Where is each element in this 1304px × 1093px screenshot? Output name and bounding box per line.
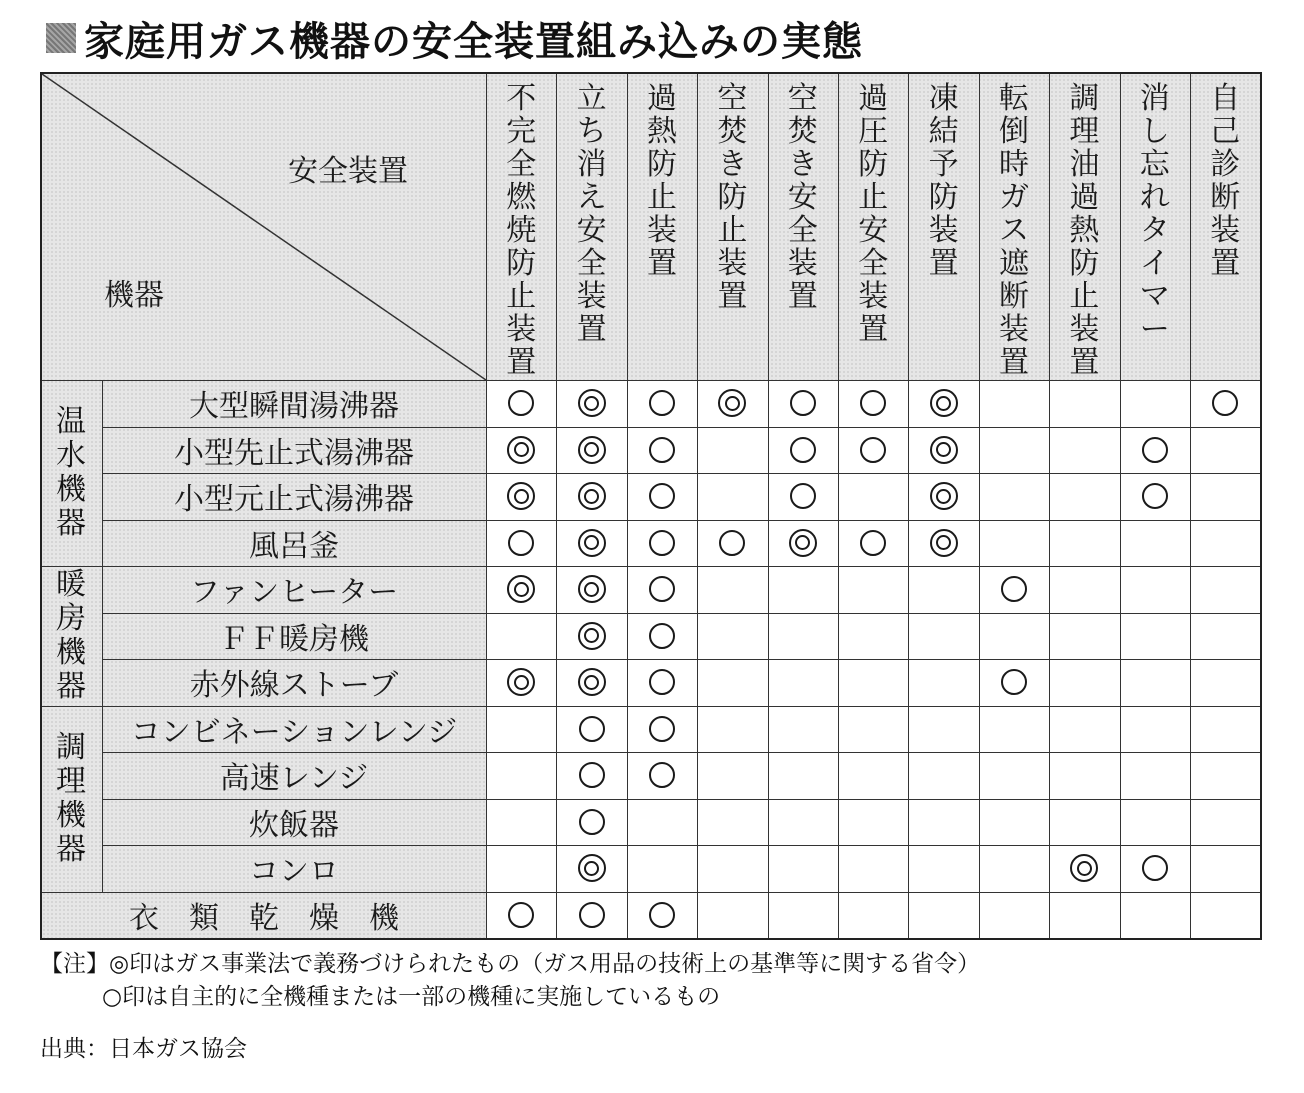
circle-icon [579, 716, 605, 742]
row-label: 風呂釜 [249, 528, 339, 564]
group-divider [102, 380, 103, 566]
double-circle-mark [486, 427, 556, 474]
column-header-char: 防 [928, 180, 959, 215]
column-header-char: 立 [576, 81, 607, 116]
circle-mark [838, 427, 908, 474]
circle-icon [579, 902, 605, 928]
circle-icon [719, 530, 745, 556]
column-header-char: 防 [1069, 246, 1100, 281]
group-label-char: 房 [56, 600, 86, 636]
row-label: 高速レンジ [219, 761, 369, 797]
column-header-char: 完 [506, 114, 537, 149]
double-circle-mark [908, 427, 978, 474]
double-circle-mark [768, 520, 838, 567]
circle-mark [627, 427, 697, 474]
group-divider [102, 706, 103, 892]
group-label [42, 566, 100, 706]
column-header-char: 凍 [928, 81, 959, 116]
column-header-char: え [576, 180, 607, 215]
double-circle-mark [556, 427, 626, 474]
column-header-7 [927, 82, 961, 280]
group-divider [102, 566, 103, 706]
notes [40, 948, 980, 1014]
column-header-10 [1138, 82, 1172, 346]
column-header-char: マ [1139, 279, 1170, 314]
column-header-char: 置 [858, 312, 889, 347]
circle-icon [860, 390, 886, 416]
column-header-char: イ [1139, 246, 1170, 281]
group-label-char: 器 [56, 831, 86, 867]
column-header-char: 止 [717, 213, 748, 248]
column-header-char: 置 [647, 246, 677, 281]
double-circle-icon [578, 622, 606, 650]
column-header-char: 焚 [787, 114, 818, 149]
double-circle-icon [930, 529, 958, 557]
circle-icon [649, 623, 675, 649]
column-header-8 [997, 82, 1031, 379]
title-square-icon [46, 23, 76, 53]
group-label-char: 水 [56, 438, 86, 473]
column-header-char: 置 [928, 246, 959, 281]
group-label-char: 機 [56, 634, 86, 670]
circle-mark [556, 799, 626, 846]
column-header-char: 全 [506, 147, 537, 182]
circle-mark [768, 473, 838, 520]
column-header-char: 全 [787, 213, 818, 248]
group-label [42, 706, 100, 892]
column-header-char: れ [1139, 180, 1170, 215]
header-diagonal [42, 74, 486, 380]
note-1: 【注】◎印はガス事業法で義務づけられたもの（ガス用品の技術上の基準等に関する省令） [40, 951, 981, 977]
column-header-char: 安 [858, 213, 889, 248]
column-header-char: 過 [858, 81, 889, 116]
column-header-char: 安 [787, 180, 818, 215]
circle-mark [1120, 473, 1190, 520]
double-circle-icon [578, 389, 606, 417]
row-label: ＦＦ暖房機 [219, 621, 369, 657]
circle-mark [1120, 427, 1190, 474]
column-header-char: 過 [1069, 180, 1100, 215]
column-header-char: タ [1139, 213, 1170, 248]
circle-mark [1190, 380, 1260, 427]
circle-mark [627, 659, 697, 706]
column-header-4 [715, 82, 749, 313]
double-circle-icon [578, 668, 606, 696]
circle-icon [790, 437, 816, 463]
double-circle-mark [556, 659, 626, 706]
double-circle-icon [930, 389, 958, 417]
circle-mark [486, 892, 556, 939]
column-header-char: 置 [1210, 246, 1241, 281]
column-divider [838, 74, 839, 938]
circle-icon [1142, 855, 1168, 881]
circle-mark [1120, 845, 1190, 892]
group-label [42, 380, 100, 566]
double-circle-icon [1070, 854, 1098, 882]
column-header-char: き [717, 147, 748, 182]
circle-icon [649, 437, 675, 463]
circle-icon [508, 530, 534, 556]
row-label: 小型元止式湯沸器 [174, 482, 414, 518]
column-header-9 [1067, 82, 1101, 379]
safety-devices-header-label: 安全装置 [288, 154, 408, 189]
circle-mark [697, 520, 767, 567]
column-header-char: 置 [787, 279, 818, 314]
column-header-char: 安 [576, 213, 607, 248]
circle-icon [649, 762, 675, 788]
circle-mark [556, 706, 626, 753]
circle-icon [1142, 483, 1168, 509]
column-header-char: 止 [506, 279, 537, 314]
double-circle-icon [930, 436, 958, 464]
page-title [46, 8, 863, 68]
column-divider [1049, 74, 1050, 938]
column-header-char: ス [999, 213, 1029, 248]
column-header-char: 熱 [1069, 213, 1100, 248]
column-header-char: 焼 [506, 213, 537, 248]
column-header-char: 断 [1210, 180, 1241, 215]
column-header-5 [786, 82, 820, 313]
group-label-char: 機 [56, 797, 86, 833]
column-header-char: 装 [858, 279, 889, 314]
double-circle-mark [697, 380, 767, 427]
column-header-char: 焚 [717, 114, 748, 149]
circle-mark [768, 427, 838, 474]
circle-icon [1001, 669, 1027, 695]
circle-icon [649, 483, 675, 509]
circle-icon [649, 576, 675, 602]
double-circle-icon [507, 436, 535, 464]
column-header-char: 診 [1210, 147, 1241, 182]
column-header-3 [645, 82, 679, 280]
double-circle-mark [1049, 845, 1119, 892]
circle-icon [579, 809, 605, 835]
circle-icon [649, 390, 675, 416]
double-circle-icon [930, 482, 958, 510]
circle-mark [979, 566, 1049, 613]
column-header-char: し [1139, 114, 1170, 149]
double-circle-icon [718, 389, 746, 417]
circle-mark [627, 520, 697, 567]
column-header-char: 置 [506, 345, 537, 380]
circle-icon [860, 437, 886, 463]
double-circle-icon [507, 575, 535, 603]
double-circle-mark [486, 659, 556, 706]
column-header-char: 装 [506, 312, 537, 347]
column-header-char: ち [576, 114, 607, 149]
circle-icon [649, 902, 675, 928]
double-circle-mark [908, 520, 978, 567]
row-label: 赤外線ストーブ [189, 668, 399, 704]
circle-icon [649, 716, 675, 742]
note-2: ○印は自主的に全機種または一部の機種に実施しているもの [102, 984, 721, 1010]
circle-icon [508, 390, 534, 416]
row-label: コンビネーションレンジ [130, 714, 458, 750]
column-header-char: 自 [1210, 81, 1241, 116]
circle-mark [768, 380, 838, 427]
page-title-text: 家庭用ガス機器の安全装置組み込みの実態 [84, 18, 863, 65]
double-circle-icon [578, 575, 606, 603]
column-header-char: 置 [717, 279, 748, 314]
circle-icon [1212, 390, 1238, 416]
column-divider [1190, 74, 1191, 938]
column-header-char: 防 [858, 147, 889, 182]
double-circle-mark [556, 845, 626, 892]
diagonal-line [42, 74, 486, 380]
column-header-char: 装 [928, 213, 959, 248]
circle-mark [627, 566, 697, 613]
column-header-char: 油 [1069, 147, 1100, 182]
circle-icon [790, 390, 816, 416]
circle-mark [627, 706, 697, 753]
column-header-char: 熱 [647, 114, 677, 149]
column-header-char: 時 [999, 147, 1029, 182]
column-header-char: 過 [647, 81, 677, 116]
column-header-char: 置 [576, 312, 607, 347]
column-divider [979, 74, 980, 938]
double-circle-mark [556, 613, 626, 660]
double-circle-icon [578, 482, 606, 510]
column-header-char: 消 [1139, 81, 1170, 116]
row-label: 小型先止式湯沸器 [174, 435, 414, 471]
row-label: ファンヒーター [189, 575, 399, 611]
group-label-char: 暖 [56, 566, 86, 602]
column-header-char: 装 [717, 246, 748, 281]
row-label: 大型瞬間湯沸器 [189, 389, 399, 425]
column-divider [697, 74, 698, 938]
column-header-char: 倒 [999, 114, 1029, 149]
source-credit: 出典：日本ガス協会 [40, 1036, 247, 1062]
column-header-char: 止 [858, 180, 889, 215]
column-header-char: 全 [576, 246, 607, 281]
column-header-char: 防 [506, 246, 537, 281]
column-header-char: 調 [1069, 81, 1100, 116]
column-header-char: 不 [506, 81, 537, 116]
circle-icon [1142, 437, 1168, 463]
column-header-char: 遮 [999, 246, 1029, 281]
column-header-char: ガ [999, 180, 1029, 215]
column-header-char: 止 [1069, 279, 1100, 314]
column-header-char: き [787, 147, 818, 182]
column-header-11 [1208, 82, 1242, 280]
double-circle-mark [486, 473, 556, 520]
circle-icon [579, 762, 605, 788]
column-header-char: 断 [999, 279, 1029, 314]
circle-icon [649, 530, 675, 556]
group-label-char: 器 [56, 668, 86, 704]
column-header-char: 燃 [506, 180, 537, 215]
circle-mark [627, 380, 697, 427]
column-header-char: 忘 [1139, 147, 1170, 182]
column-header-char: 防 [717, 180, 748, 215]
column-header-char: 装 [999, 312, 1029, 347]
column-header-char: 置 [999, 345, 1029, 380]
row-label: コンロ [249, 854, 339, 890]
row-label: 衣 類 乾 燥 機 [129, 900, 399, 936]
safety-device-table [40, 72, 1262, 940]
circle-mark [979, 659, 1049, 706]
column-header-char: 装 [576, 279, 607, 314]
circle-mark [627, 613, 697, 660]
circle-mark [838, 520, 908, 567]
double-circle-mark [556, 566, 626, 613]
circle-mark [556, 892, 626, 939]
double-circle-icon [578, 436, 606, 464]
column-header-char: 装 [787, 246, 818, 281]
circle-icon [1001, 576, 1027, 602]
circle-mark [486, 520, 556, 567]
circle-icon [790, 483, 816, 509]
column-header-char: 防 [647, 147, 677, 182]
double-circle-mark [556, 520, 626, 567]
column-header-6 [856, 82, 890, 346]
double-circle-icon [789, 529, 817, 557]
circle-icon [508, 902, 534, 928]
group-label-char: 理 [56, 763, 86, 799]
circle-mark [627, 892, 697, 939]
circle-icon [649, 669, 675, 695]
double-circle-icon [507, 668, 535, 696]
column-header-char: 転 [999, 81, 1029, 116]
circle-mark [838, 380, 908, 427]
column-header-char: 圧 [858, 114, 889, 149]
column-header-char: 消 [576, 147, 607, 182]
group-label-char: 器 [56, 506, 86, 541]
column-header-char: 装 [1210, 213, 1241, 248]
column-header-char: 装 [1069, 312, 1100, 347]
column-header-char: 己 [1210, 114, 1241, 149]
column-header-char: 理 [1069, 114, 1100, 149]
double-circle-icon [507, 482, 535, 510]
double-circle-icon [578, 854, 606, 882]
double-circle-mark [908, 473, 978, 520]
column-header-1 [504, 82, 538, 379]
circle-mark [556, 752, 626, 799]
double-circle-mark [486, 566, 556, 613]
group-label-char: 温 [56, 404, 86, 439]
circle-mark [627, 473, 697, 520]
double-circle-mark [556, 380, 626, 427]
column-header-char: ー [1139, 312, 1170, 347]
column-header-char: 結 [928, 114, 959, 149]
column-header-char: 装 [647, 213, 677, 248]
column-header-char: 空 [717, 81, 748, 116]
double-circle-mark [556, 473, 626, 520]
column-header-char: 予 [928, 147, 959, 182]
double-circle-icon [578, 529, 606, 557]
column-header-char: 止 [647, 180, 677, 215]
circle-mark [627, 752, 697, 799]
row-label: 炊飯器 [249, 807, 339, 843]
column-header-char: 置 [1069, 345, 1100, 380]
column-header-char: 全 [858, 246, 889, 281]
equipment-header-label: 機器 [104, 278, 164, 313]
column-header-2 [575, 82, 609, 346]
circle-icon [860, 530, 886, 556]
column-header-char: 空 [787, 81, 818, 116]
group-label-char: 調 [56, 729, 86, 765]
double-circle-mark [908, 380, 978, 427]
group-label-char: 機 [56, 472, 86, 507]
circle-mark [486, 380, 556, 427]
